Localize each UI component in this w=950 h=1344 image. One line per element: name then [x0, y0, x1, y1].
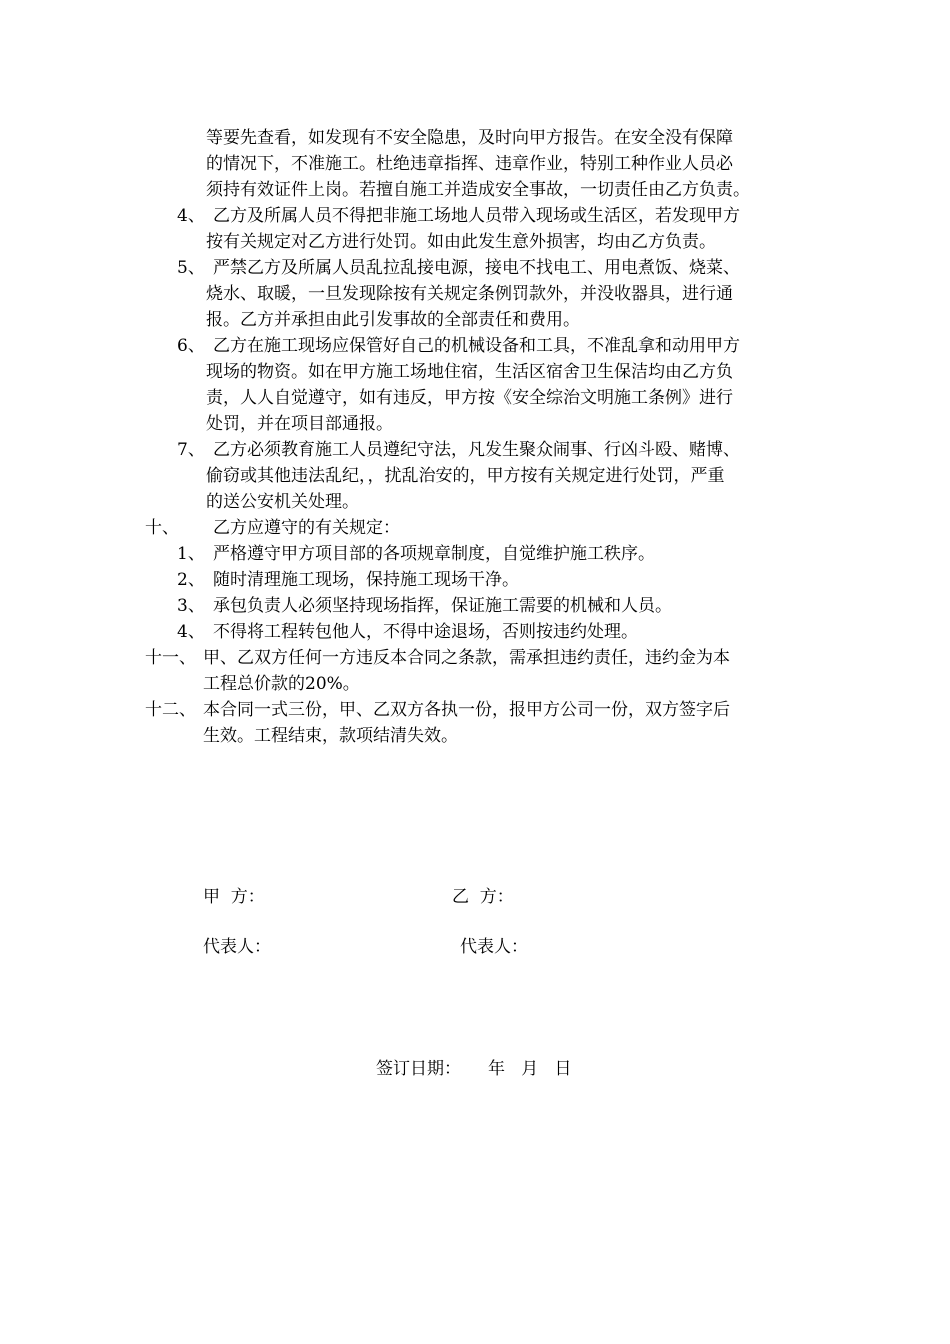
item-line: 随时清理施工现场，保持施工现场干净。 — [213, 570, 519, 590]
item-line: 处罚，并在项目部通报。 — [206, 414, 393, 434]
item-number: 6、 — [177, 336, 205, 356]
clause-number: 十一、 — [145, 648, 196, 668]
clause-line: 生效。工程结束，款项结清失效。 — [203, 726, 458, 746]
item-number: 4、 — [177, 622, 205, 642]
item-line: 偷窃或其他违法乱纪，，扰乱治安的，甲方按有关规定进行处罚，严重 — [206, 466, 725, 486]
item-line: 严格遵守甲方项目部的各项规章制度，自觉维护施工秩序。 — [213, 544, 655, 564]
clause9-line-2: 的情况下，不准施工。杜绝违章指挥、违章作业，特别工种作业人员必 — [206, 154, 733, 174]
signing-date: 签订日期： 年 月 日 — [376, 1059, 572, 1079]
item-number: 7、 — [177, 440, 205, 460]
item-number: 4、 — [177, 206, 205, 226]
clause-line: 甲、乙双方任何一方违反本合同之条款，需承担违约责任，违约金为本 — [203, 648, 730, 668]
item-line: 乙方必须教育施工人员遵纪守法，凡发生聚众闹事、行凶斗殴、赌博、 — [213, 440, 740, 460]
party-a-representative-label: 代表人： — [203, 937, 271, 957]
item-line: 的送公安机关处理。 — [206, 492, 359, 512]
item-line: 乙方在施工现场应保管好自己的机械设备和工具，不准乱拿和动用甲方 — [213, 336, 740, 356]
clause-line: 本合同一式三份，甲、乙双方各执一份，报甲方公司一份，双方签字后 — [203, 700, 730, 720]
item-line: 现场的物资。如在甲方施工场地住宿，生活区宿舍卫生保洁均由乙方负 — [206, 362, 733, 382]
party-a-label: 甲 方： — [203, 887, 265, 907]
clause9-line-3: 须持有效证件上岗。若擅自施工并造成安全事故，一切责任由乙方负责。 — [206, 180, 750, 200]
item-number: 5、 — [177, 258, 205, 278]
party-b-representative-label: 代表人： — [460, 937, 528, 957]
item-line: 不得将工程转包他人，不得中途退场，否则按违约处理。 — [213, 622, 638, 642]
item-line: 承包负责人必须坚持现场指挥，保证施工需要的机械和人员。 — [213, 596, 672, 616]
clause-number: 十、 — [145, 518, 179, 538]
item-number: 3、 — [177, 596, 205, 616]
item-number: 2、 — [177, 570, 205, 590]
item-line: 责，人人自觉遵守，如有违反，甲方按《安全综治文明施工条例》进行 — [206, 388, 733, 408]
item-line: 严禁乙方及所属人员乱拉乱接电源，接电不找电工、用电煮饭、烧菜、 — [213, 258, 740, 278]
item-line: 乙方及所属人员不得把非施工场地人员带入现场或生活区，若发现甲方 — [213, 206, 740, 226]
clause9-line-1: 等要先查看，如发现有不安全隐患，及时向甲方报告。在安全没有保障 — [206, 128, 733, 148]
item-line: 报。乙方并承担由此引发事故的全部责任和费用。 — [206, 310, 580, 330]
clause-line: 工程总价款的20%。 — [203, 674, 360, 694]
party-b-label: 乙 方： — [452, 887, 514, 907]
item-line: 按有关规定对乙方进行处罚。如由此发生意外损害，均由乙方负责。 — [206, 232, 716, 252]
clause-number: 十二、 — [145, 700, 196, 720]
clause-title: 乙方应遵守的有关规定： — [213, 518, 400, 538]
item-number: 1、 — [177, 544, 205, 564]
item-line: 烧水、取暖，一旦发现除按有关规定条例罚款外，并没收器具，进行通 — [206, 284, 733, 304]
